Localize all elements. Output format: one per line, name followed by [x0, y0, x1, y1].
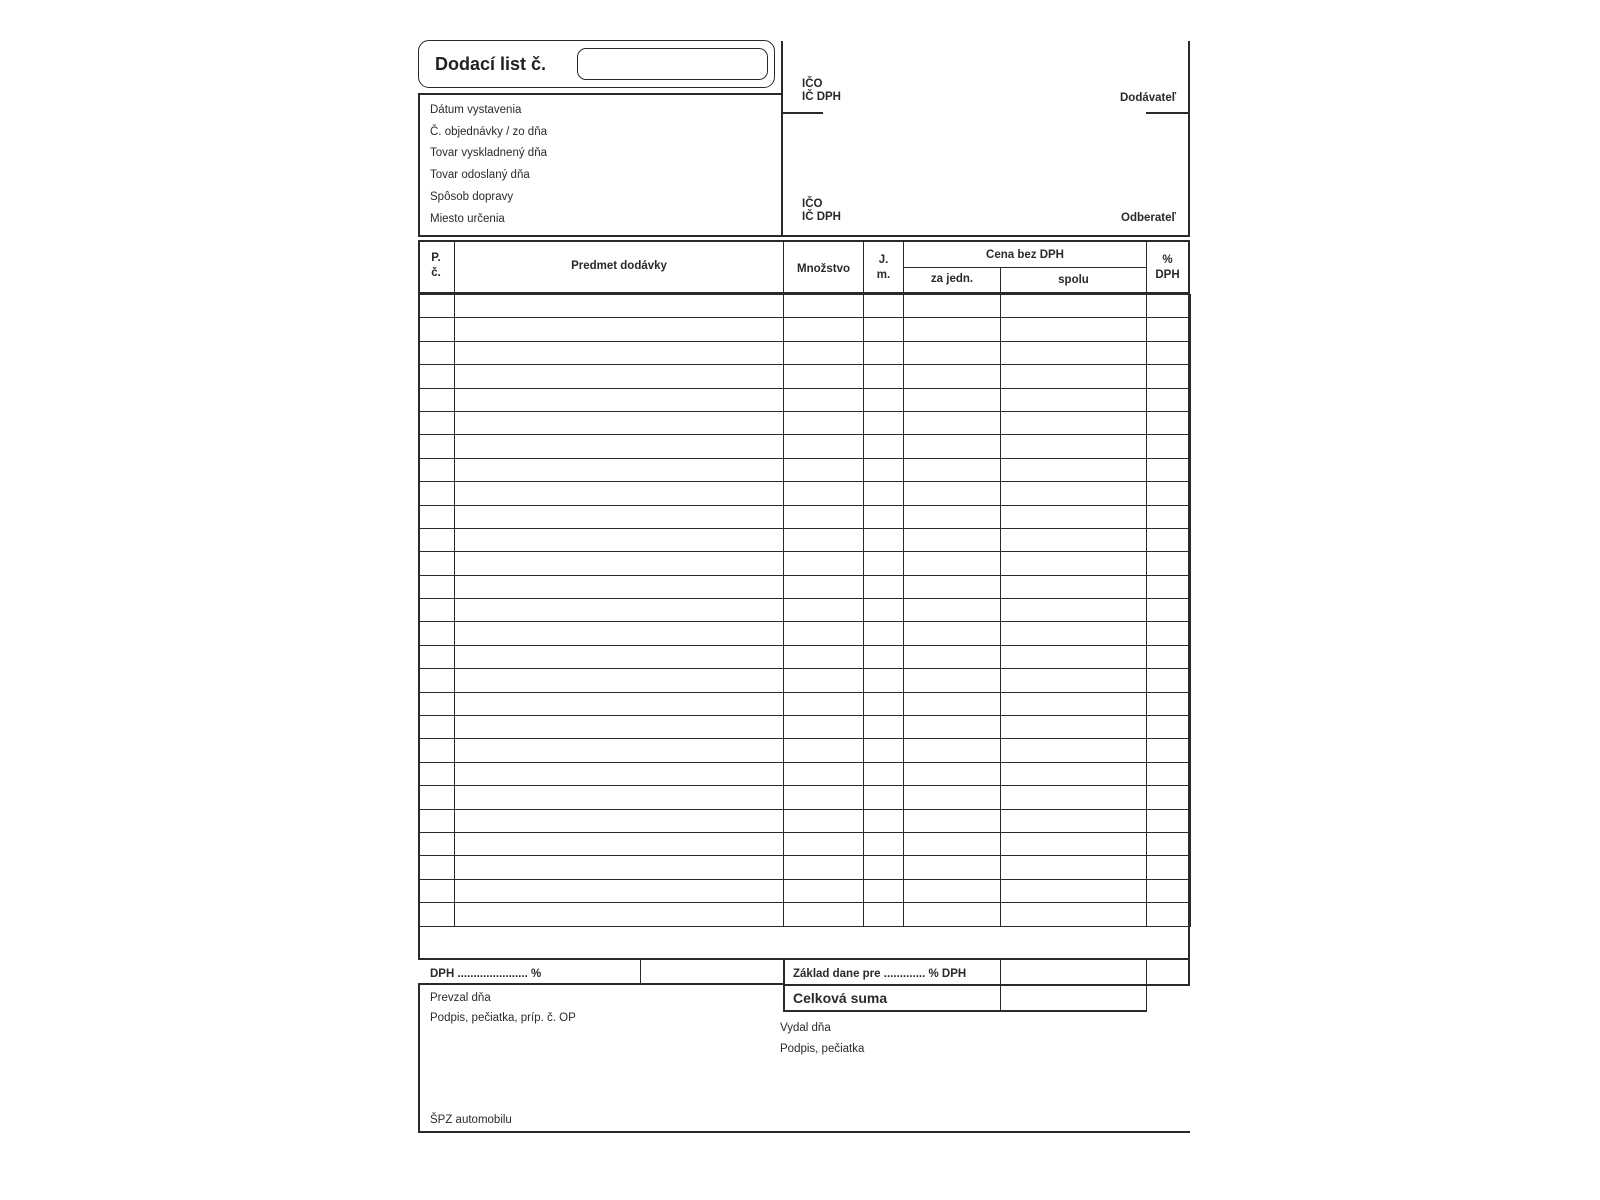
cell-vat[interactable]: [1147, 505, 1191, 528]
table-row: [419, 552, 1191, 575]
footer-left-border: [418, 983, 420, 1132]
cell-vat[interactable]: [1147, 669, 1191, 692]
price-group-divider: [903, 267, 1146, 268]
cell-pc[interactable]: [419, 622, 455, 645]
cell-unit[interactable]: [864, 552, 904, 575]
cell-quantity[interactable]: [784, 482, 864, 505]
table-row: [419, 786, 1191, 809]
cell-pc[interactable]: [419, 599, 455, 622]
cell-total[interactable]: [1001, 388, 1147, 411]
cell-total[interactable]: [1001, 599, 1147, 622]
cell-quantity[interactable]: [784, 739, 864, 762]
cell-unit[interactable]: [864, 879, 904, 902]
cell-item[interactable]: [455, 762, 784, 785]
cell-unit-price[interactable]: [904, 295, 1001, 318]
cell-item[interactable]: [455, 622, 784, 645]
cell-pc[interactable]: [419, 318, 455, 341]
cell-unit[interactable]: [864, 739, 904, 762]
table-row: [419, 528, 1191, 551]
cell-vat[interactable]: [1147, 856, 1191, 879]
col-header-unit: J. m.: [876, 254, 891, 281]
cell-unit[interactable]: [864, 411, 904, 434]
cell-unit-price[interactable]: [904, 786, 1001, 809]
cell-pc[interactable]: [419, 739, 455, 762]
cell-quantity[interactable]: [784, 528, 864, 551]
table-row: [419, 388, 1191, 411]
col-header-unit-price: za jedn.: [930, 273, 974, 285]
cell-item[interactable]: [455, 879, 784, 902]
cell-unit[interactable]: [864, 528, 904, 551]
cell-pc[interactable]: [419, 505, 455, 528]
cell-unit[interactable]: [864, 786, 904, 809]
cell-total[interactable]: [1001, 856, 1147, 879]
cell-total[interactable]: [1001, 458, 1147, 481]
received-signature-label: Podpis, pečiatka, príp. č. OP: [430, 1012, 576, 1024]
cell-unit-price[interactable]: [904, 645, 1001, 668]
cell-quantity[interactable]: [784, 388, 864, 411]
cell-pc[interactable]: [419, 832, 455, 855]
cell-unit-price[interactable]: [904, 575, 1001, 598]
cell-vat[interactable]: [1147, 832, 1191, 855]
supplier-ico-label: IČO: [802, 78, 823, 90]
cell-quantity[interactable]: [784, 341, 864, 364]
cell-pc[interactable]: [419, 575, 455, 598]
info-field-transport-method: Spôsob dopravy: [430, 191, 514, 203]
vat-col-bottom: [1146, 984, 1190, 986]
cell-total[interactable]: [1001, 318, 1147, 341]
tax-base-bottom: [783, 984, 1146, 986]
cell-vat[interactable]: [1147, 435, 1191, 458]
cell-item[interactable]: [455, 599, 784, 622]
cell-unit-price[interactable]: [904, 809, 1001, 832]
cell-item[interactable]: [455, 295, 784, 318]
cell-item[interactable]: [455, 435, 784, 458]
cell-quantity[interactable]: [784, 622, 864, 645]
table-row: [419, 832, 1191, 855]
received-date-label: Prevzal dňa: [430, 992, 491, 1004]
items-table: [418, 294, 1191, 927]
cell-quantity[interactable]: [784, 599, 864, 622]
cell-item[interactable]: [455, 645, 784, 668]
col-header-quantity: Množstvo: [796, 263, 851, 275]
cell-total[interactable]: [1001, 435, 1147, 458]
cell-pc[interactable]: [419, 716, 455, 739]
cell-unit-price[interactable]: [904, 435, 1001, 458]
cell-total[interactable]: [1001, 411, 1147, 434]
cell-total[interactable]: [1001, 716, 1147, 739]
table-row: [419, 505, 1191, 528]
cell-pc[interactable]: [419, 341, 455, 364]
cell-pc[interactable]: [419, 645, 455, 668]
cell-unit[interactable]: [864, 295, 904, 318]
document-title: Dodací list č.: [435, 54, 547, 74]
cell-total[interactable]: [1001, 528, 1147, 551]
cell-unit-price[interactable]: [904, 599, 1001, 622]
cell-vat[interactable]: [1147, 318, 1191, 341]
cell-pc[interactable]: [419, 669, 455, 692]
supplier-icdph-label: IČ DPH: [802, 91, 841, 103]
cell-unit-price[interactable]: [904, 365, 1001, 388]
cell-quantity[interactable]: [784, 318, 864, 341]
cell-pc[interactable]: [419, 388, 455, 411]
cell-vat[interactable]: [1147, 341, 1191, 364]
table-header-top-border: [418, 240, 1190, 242]
cell-pc[interactable]: [419, 762, 455, 785]
cell-quantity[interactable]: [784, 505, 864, 528]
vat-box-bottom: [418, 983, 783, 985]
cell-pc[interactable]: [419, 692, 455, 715]
cell-vat[interactable]: [1147, 645, 1191, 668]
cell-total[interactable]: [1001, 365, 1147, 388]
cell-unit[interactable]: [864, 458, 904, 481]
table-row: [419, 762, 1191, 785]
supplier-left-tick: [783, 112, 823, 114]
table-row: [419, 669, 1191, 692]
grand-total-label: Celková suma: [793, 990, 888, 1006]
cell-total[interactable]: [1001, 341, 1147, 364]
cell-pc[interactable]: [419, 411, 455, 434]
cell-item[interactable]: [455, 716, 784, 739]
customer-icdph-label: IČ DPH: [802, 211, 841, 223]
cell-vat[interactable]: [1147, 716, 1191, 739]
cell-unit-price[interactable]: [904, 669, 1001, 692]
cell-total[interactable]: [1001, 505, 1147, 528]
col-header-item: Predmet dodávky: [571, 260, 667, 272]
cell-vat[interactable]: [1147, 458, 1191, 481]
info-box-left-border: [418, 93, 420, 236]
cell-total[interactable]: [1001, 809, 1147, 832]
table-row: [419, 341, 1191, 364]
cell-unit[interactable]: [864, 903, 904, 926]
cell-unit[interactable]: [864, 856, 904, 879]
table-row: [419, 856, 1191, 879]
col-header-total: spolu: [1058, 274, 1089, 286]
cell-unit[interactable]: [864, 599, 904, 622]
table-row: [419, 482, 1191, 505]
cell-unit-price[interactable]: [904, 552, 1001, 575]
cell-pc[interactable]: [419, 482, 455, 505]
table-row: [419, 622, 1191, 645]
col-header-price-group: Cena bez DPH: [986, 249, 1064, 261]
cell-total[interactable]: [1001, 552, 1147, 575]
cell-unit[interactable]: [864, 622, 904, 645]
tax-base-label: Základ dane pre ............. % DPH: [793, 968, 967, 980]
cell-quantity[interactable]: [784, 458, 864, 481]
header-right-border: [1188, 41, 1190, 236]
cell-quantity[interactable]: [784, 856, 864, 879]
cell-unit[interactable]: [864, 809, 904, 832]
info-box-top-border: [418, 93, 782, 95]
cell-unit[interactable]: [864, 482, 904, 505]
cell-unit[interactable]: [864, 505, 904, 528]
cell-total[interactable]: [1001, 692, 1147, 715]
cell-unit[interactable]: [864, 692, 904, 715]
cell-item[interactable]: [455, 786, 784, 809]
cell-pc[interactable]: [419, 809, 455, 832]
info-field-order-number: Č. objednávky / zo dňa: [430, 126, 547, 138]
cell-quantity[interactable]: [784, 762, 864, 785]
cell-quantity[interactable]: [784, 575, 864, 598]
cell-quantity[interactable]: [784, 879, 864, 902]
cell-item[interactable]: [455, 482, 784, 505]
cell-unit-price[interactable]: [904, 318, 1001, 341]
cell-total[interactable]: [1001, 575, 1147, 598]
info-field-issue-date: Dátum vystavenia: [430, 104, 522, 116]
table-row: [419, 739, 1191, 762]
header-bottom-border: [418, 235, 1190, 237]
cell-unit-price[interactable]: [904, 341, 1001, 364]
cell-total[interactable]: [1001, 482, 1147, 505]
cell-unit-price[interactable]: [904, 622, 1001, 645]
cell-unit-price[interactable]: [904, 411, 1001, 434]
table-row: [419, 879, 1191, 902]
cell-unit[interactable]: [864, 388, 904, 411]
cell-item[interactable]: [455, 411, 784, 434]
cell-unit[interactable]: [864, 365, 904, 388]
issued-signature-label: Podpis, pečiatka: [780, 1043, 865, 1055]
cell-item[interactable]: [455, 458, 784, 481]
cell-item[interactable]: [455, 856, 784, 879]
cell-unit-price[interactable]: [904, 739, 1001, 762]
cell-total[interactable]: [1001, 832, 1147, 855]
cell-item[interactable]: [455, 903, 784, 926]
cell-unit-price[interactable]: [904, 716, 1001, 739]
cell-total[interactable]: [1001, 879, 1147, 902]
cell-item[interactable]: [455, 669, 784, 692]
cell-unit-price[interactable]: [904, 505, 1001, 528]
col-header-vat: % DPH: [1155, 254, 1180, 281]
cell-pc[interactable]: [419, 903, 455, 926]
supplier-right-tick: [1146, 112, 1188, 114]
cell-total[interactable]: [1001, 622, 1147, 645]
info-field-shipped-date: Tovar odoslaný dňa: [430, 169, 530, 181]
cell-vat[interactable]: [1147, 482, 1191, 505]
cell-unit-price[interactable]: [904, 879, 1001, 902]
footer-bottom-border: [418, 1131, 1190, 1133]
cell-unit[interactable]: [864, 318, 904, 341]
cell-vat[interactable]: [1147, 388, 1191, 411]
cell-total[interactable]: [1001, 762, 1147, 785]
cell-total[interactable]: [1001, 669, 1147, 692]
table-row: [419, 318, 1191, 341]
supplier-role-label: Dodávateľ: [1120, 92, 1177, 104]
cell-unit[interactable]: [864, 645, 904, 668]
col-header-pc: P. č.: [431, 252, 441, 279]
cell-quantity[interactable]: [784, 295, 864, 318]
cell-vat[interactable]: [1147, 692, 1191, 715]
cell-vat[interactable]: [1147, 786, 1191, 809]
table-row: [419, 645, 1191, 668]
vat-rate-label: DPH ...................... %: [430, 968, 542, 980]
customer-ico-label: IČO: [802, 198, 823, 210]
customer-role-label: Odberateľ: [1121, 212, 1176, 224]
cell-pc[interactable]: [419, 879, 455, 902]
cell-quantity[interactable]: [784, 365, 864, 388]
cell-quantity[interactable]: [784, 832, 864, 855]
cell-vat[interactable]: [1147, 879, 1191, 902]
table-row: [419, 458, 1191, 481]
info-field-stock-out-date: Tovar vyskladnený dňa: [430, 147, 547, 159]
cell-unit-price[interactable]: [904, 903, 1001, 926]
cell-item[interactable]: [455, 739, 784, 762]
cell-unit[interactable]: [864, 762, 904, 785]
cell-vat[interactable]: [1147, 575, 1191, 598]
cell-pc[interactable]: [419, 365, 455, 388]
cell-pc[interactable]: [419, 458, 455, 481]
table-row: [419, 435, 1191, 458]
table-row: [419, 716, 1191, 739]
cell-vat[interactable]: [1147, 528, 1191, 551]
issued-date-label: Vydal dňa: [780, 1022, 831, 1034]
table-row: [419, 599, 1191, 622]
document-number-field[interactable]: [577, 48, 768, 80]
cell-quantity[interactable]: [784, 786, 864, 809]
cell-vat[interactable]: [1147, 599, 1191, 622]
cell-unit[interactable]: [864, 669, 904, 692]
cell-quantity[interactable]: [784, 809, 864, 832]
header-middle-divider: [781, 41, 783, 236]
cell-pc[interactable]: [419, 552, 455, 575]
cell-quantity[interactable]: [784, 669, 864, 692]
cell-unit[interactable]: [864, 716, 904, 739]
cell-unit-price[interactable]: [904, 832, 1001, 855]
cell-unit-price[interactable]: [904, 528, 1001, 551]
cell-vat[interactable]: [1147, 622, 1191, 645]
cell-unit-price[interactable]: [904, 856, 1001, 879]
cell-item[interactable]: [455, 809, 784, 832]
cell-pc[interactable]: [419, 295, 455, 318]
table-row: [419, 365, 1191, 388]
cell-quantity[interactable]: [784, 435, 864, 458]
cell-pc[interactable]: [419, 786, 455, 809]
info-field-destination: Miesto určenia: [430, 213, 505, 225]
cell-item[interactable]: [455, 832, 784, 855]
cell-vat[interactable]: [1147, 809, 1191, 832]
license-plate-label: ŠPZ automobilu: [430, 1114, 512, 1126]
table-row: [419, 295, 1191, 318]
cell-pc[interactable]: [419, 528, 455, 551]
cell-unit[interactable]: [864, 435, 904, 458]
grand-total-bottom: [783, 1010, 1147, 1012]
cell-total[interactable]: [1001, 903, 1147, 926]
cell-item[interactable]: [455, 575, 784, 598]
cell-vat[interactable]: [1147, 762, 1191, 785]
cell-item[interactable]: [455, 692, 784, 715]
cell-item[interactable]: [455, 365, 784, 388]
cell-total[interactable]: [1001, 295, 1147, 318]
vat-box-divider: [640, 958, 641, 983]
cell-vat[interactable]: [1147, 295, 1191, 318]
table-row: [419, 903, 1191, 926]
cell-pc[interactable]: [419, 435, 455, 458]
cell-quantity[interactable]: [784, 903, 864, 926]
table-row: [419, 575, 1191, 598]
cell-unit-price[interactable]: [904, 762, 1001, 785]
cell-total[interactable]: [1001, 645, 1147, 668]
cell-vat[interactable]: [1147, 739, 1191, 762]
cell-unit-price[interactable]: [904, 458, 1001, 481]
table-row: [419, 692, 1191, 715]
cell-vat[interactable]: [1147, 411, 1191, 434]
table-row: [419, 411, 1191, 434]
cell-item[interactable]: [455, 388, 784, 411]
cell-unit-price[interactable]: [904, 482, 1001, 505]
cell-item[interactable]: [455, 528, 784, 551]
cell-vat[interactable]: [1147, 903, 1191, 926]
cell-unit[interactable]: [864, 341, 904, 364]
cell-vat[interactable]: [1147, 365, 1191, 388]
cell-item[interactable]: [455, 318, 784, 341]
cell-unit-price[interactable]: [904, 692, 1001, 715]
totals-top-border: [418, 958, 1190, 960]
cell-vat[interactable]: [1147, 552, 1191, 575]
cell-item[interactable]: [455, 341, 784, 364]
cell-total[interactable]: [1001, 739, 1147, 762]
cell-quantity[interactable]: [784, 552, 864, 575]
cell-item[interactable]: [455, 505, 784, 528]
cell-quantity[interactable]: [784, 692, 864, 715]
table-row: [419, 809, 1191, 832]
cell-quantity[interactable]: [784, 645, 864, 668]
cell-pc[interactable]: [419, 856, 455, 879]
cell-quantity[interactable]: [784, 716, 864, 739]
cell-quantity[interactable]: [784, 411, 864, 434]
cell-unit[interactable]: [864, 575, 904, 598]
cell-total[interactable]: [1001, 786, 1147, 809]
cell-item[interactable]: [455, 552, 784, 575]
cell-unit-price[interactable]: [904, 388, 1001, 411]
cell-unit[interactable]: [864, 832, 904, 855]
